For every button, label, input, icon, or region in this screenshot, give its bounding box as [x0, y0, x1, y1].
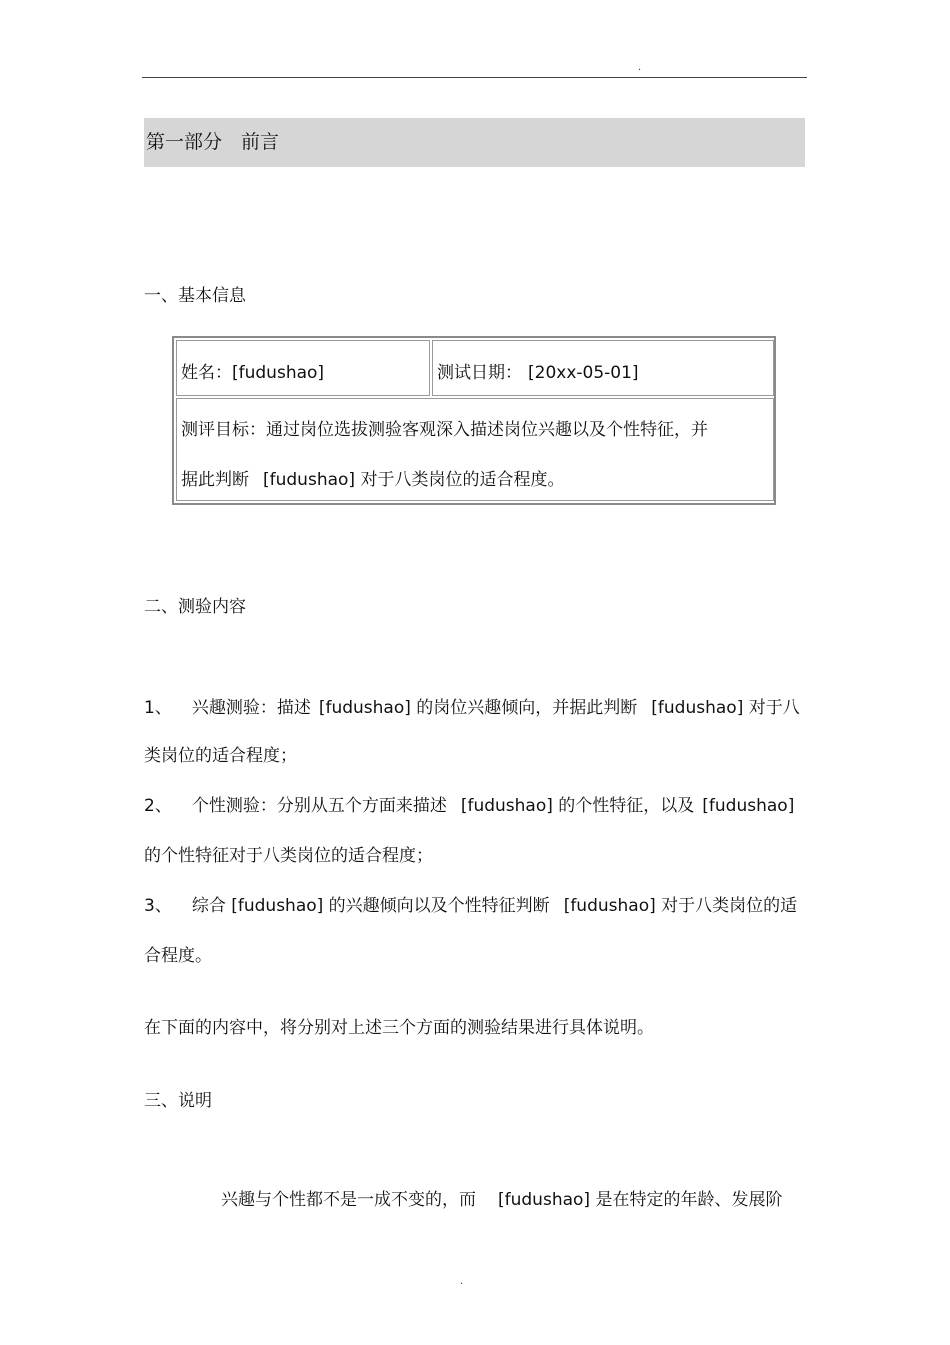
section-heading-explanation: 三、说明: [144, 1091, 212, 1111]
section-heading-basic-info: 一、基本信息: [144, 286, 246, 306]
name-label: 姓名：: [181, 363, 232, 383]
basic-info-table: [172, 336, 776, 505]
table-cell-date: [432, 340, 774, 396]
explanation-text-a: 兴趣与个性都不是一成不变的，而: [221, 1190, 476, 1210]
list-item-2-text-b: [fudushao] 的个性特征，以及: [460, 796, 695, 816]
list-item-2-line-1: [144, 791, 794, 816]
list-item-3-text-b: [fudushao] 对于八类岗位的适: [563, 896, 798, 916]
explanation-paragraph: [221, 1185, 782, 1210]
list-item-1-text-b: [fudushao] 的岗位兴趣倾向，并据此判断: [318, 698, 638, 718]
goal-line-2-a: 据此判断: [181, 470, 249, 490]
part-title-banner: [144, 118, 805, 167]
part-title: 第一部分 前言: [146, 131, 280, 153]
goal-line-1: 测评目标：通过岗位选拔测验客观深入描述岗位兴趣以及个性特征，并: [181, 420, 708, 440]
header-mark: .: [638, 62, 642, 73]
date-label: 测试日期：: [437, 363, 522, 383]
goal-line-2-b: [fudushao] 对于八类岗位的适合程度。: [263, 470, 565, 490]
summary-paragraph: 在下面的内容中，将分别对上述三个方面的测验结果进行具体说明。: [144, 1018, 654, 1038]
list-item-1-line-1: [144, 693, 800, 718]
list-item-2-number: 2、: [144, 796, 172, 816]
list-item-2-text-a: 个性测验：分别从五个方面来描述: [191, 796, 447, 816]
table-cell-goal: [176, 398, 774, 501]
date-value: [20xx-05-01]: [528, 363, 639, 383]
list-item-3-line-1: [144, 891, 797, 916]
name-value: [fudushao]: [232, 363, 325, 383]
list-item-3-text-a: 综合 [fudushao] 的兴趣倾向以及个性特征判断: [191, 896, 550, 916]
list-item-1-line-2: 类岗位的适合程度；: [144, 746, 297, 766]
list-item-1-text-c: [fudushao] 对于八: [651, 698, 800, 718]
list-item-1-text-a: 兴趣测验：描述: [191, 698, 311, 718]
list-item-3-number: 3、: [144, 896, 172, 916]
footer-mark: .: [460, 1276, 464, 1287]
section-heading-test-content: 二、测验内容: [144, 597, 246, 617]
table-cell-name: [176, 340, 430, 396]
explanation-text-b: [fudushao] 是在特定的年龄、发展阶: [498, 1190, 783, 1210]
list-item-3-line-2: 合程度。: [144, 946, 212, 966]
list-item-1-number: 1、: [144, 698, 172, 718]
header-rule: [142, 77, 807, 78]
list-item-2-text-c: [fudushao]: [702, 796, 795, 816]
list-item-2-line-2: 的个性特征对于八类岗位的适合程度；: [144, 846, 433, 866]
